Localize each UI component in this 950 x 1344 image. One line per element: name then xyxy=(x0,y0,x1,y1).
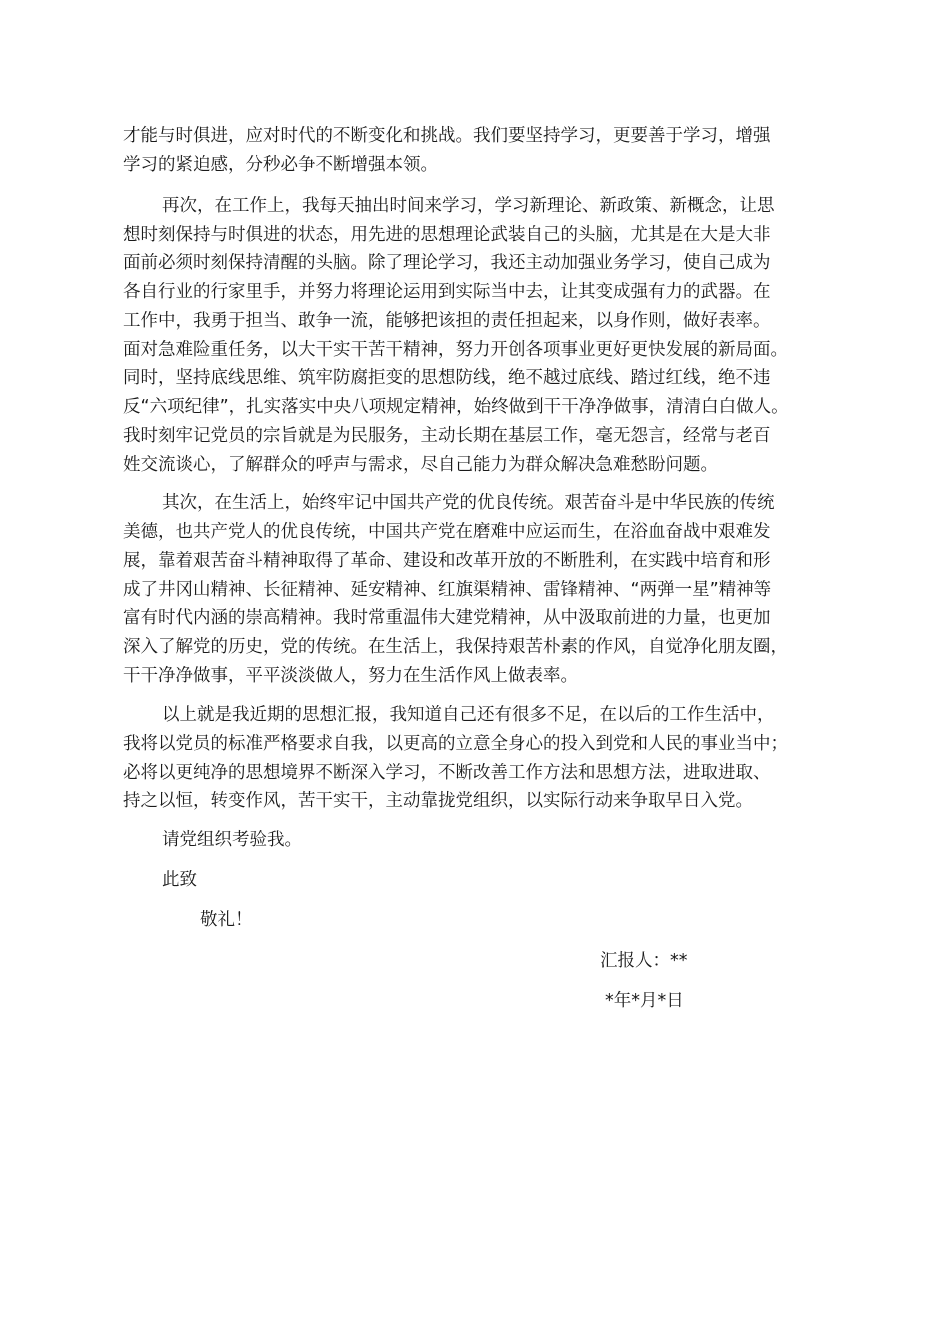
text-line: 面前必须时刻保持清醒的头脑。除了理论学习，我还主动加强业务学习，使自己成为 xyxy=(123,253,771,273)
report-date: *年*月*日 xyxy=(605,991,684,1011)
text-line: 必将以更纯净的思想境界不断深入学习，不断改善工作方法和思想方法，进取进取、 xyxy=(123,763,771,783)
reporter-signature: 汇报人：** xyxy=(600,951,688,971)
paragraph-first-line: 其次，在生活上，始终牢记中国共产党的优良传统。艰苦奋斗是中华民族的传统 xyxy=(162,493,775,513)
paragraph-first-line: 再次，在工作上，我每天抽出时间来学习，学习新理论、新政策、新概念，让思 xyxy=(162,196,775,216)
text-line: 富有时代内涵的崇高精神。我时常重温伟大建党精神，从中汲取前进的力量，也更加 xyxy=(123,608,771,628)
text-line: 才能与时俱进，应对时代的不断变化和挑战。我们要坚持学习，更要善于学习，增强 xyxy=(123,126,771,146)
text-line: 工作中，我勇于担当、敢争一流，能够把该担的责任担起来，以身作则，做好表率。 xyxy=(123,311,771,331)
closing-request: 请党组织考验我。 xyxy=(162,830,302,850)
text-line: 美德，也共产党人的优良传统，中国共产党在磨难中应运而生，在浴血奋战中艰难发 xyxy=(123,522,771,542)
text-line: 姓交流谈心，了解群众的呼声与需求，尽自己能力为群众解决急难愁盼问题。 xyxy=(123,455,718,475)
paragraph-first-line: 以上就是我近期的思想汇报，我知道自己还有很多不足，在以后的工作生活中， xyxy=(162,705,775,725)
text-line: 持之以恒，转变作风，苦干实干，主动靠拢党组织，以实际行动来争取早日入党。 xyxy=(123,791,753,811)
closing-salutation: 此致 xyxy=(162,870,197,890)
text-line: 展，靠着艰苦奋斗精神取得了革命、建设和改革开放的不断胜利，在实践中培育和形 xyxy=(123,551,771,571)
text-line: 各自行业的行家里手，并努力将理论运用到实际当中去，让其变成强有力的武器。在 xyxy=(123,282,771,302)
closing-regards: 敬礼！ xyxy=(200,910,253,930)
text-line: 我将以党员的标准严格要求自我，以更高的立意全身心的投入到党和人民的事业当中； xyxy=(123,734,788,754)
text-line: 面对急难险重任务，以大干实干苦干精神，努力开创各项事业更好更快发展的新局面。 xyxy=(123,340,788,360)
text-line: 想时刻保持与时俱进的状态，用先进的思想理论武装自己的头脑，尤其是在大是大非 xyxy=(123,225,771,245)
text-line: 成了井冈山精神、长征精神、延安精神、红旗渠精神、雷锋精神、“两弹一星”精神等 xyxy=(123,580,772,600)
text-line: 我时刻牢记党员的宗旨就是为民服务，主动长期在基层工作，毫无怨言，经常与老百 xyxy=(123,426,771,446)
text-line: 深入了解党的历史，党的传统。在生活上，我保持艰苦朴素的作风，自觉净化朋友圈， xyxy=(123,637,788,657)
text-line: 干干净净做事，平平淡淡做人，努力在生活作风上做表率。 xyxy=(123,666,578,686)
text-line: 反“六项纪律”，扎实落实中央八项规定精神，始终做到干干净净做事，清清白白做人。 xyxy=(123,397,789,417)
text-line: 同时，坚持底线思维、筑牢防腐拒变的思想防线，绝不越过底线、踏过红线，绝不违 xyxy=(123,368,771,388)
text-line: 学习的紧迫感，分秒必争不断增强本领。 xyxy=(123,155,438,175)
